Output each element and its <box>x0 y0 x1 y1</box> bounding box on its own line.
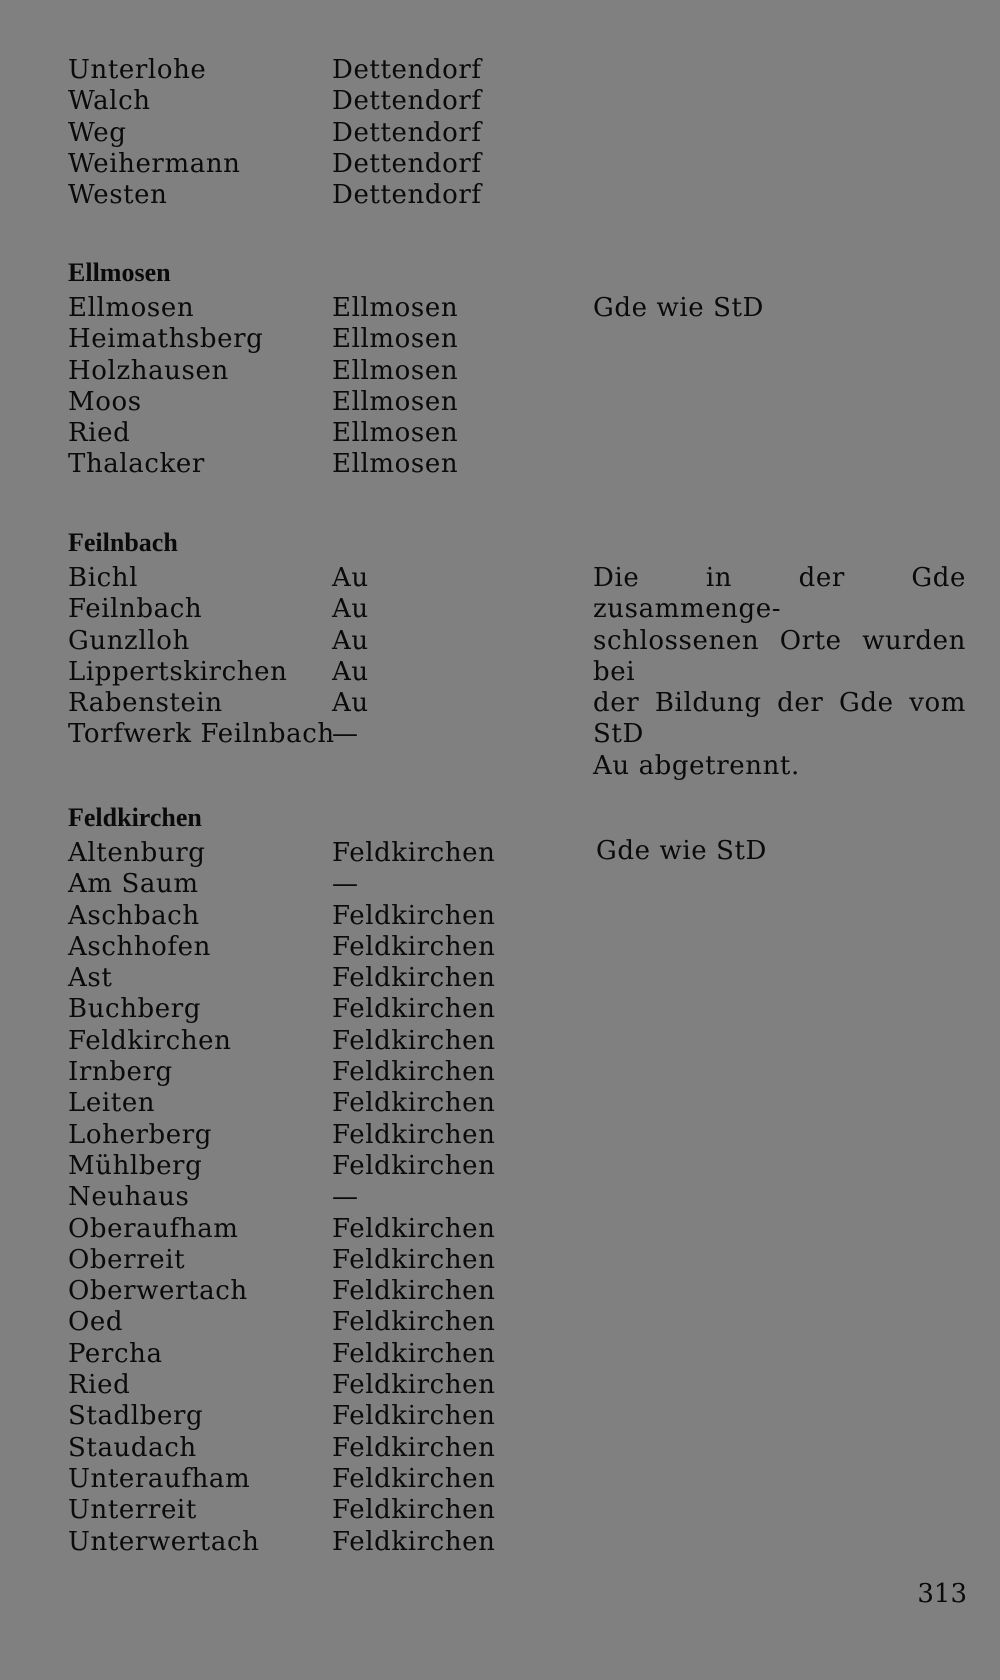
section-heading: Feldkirchen <box>68 803 202 832</box>
std-name: Dettendorf <box>332 55 482 85</box>
table-row <box>68 1088 968 1119</box>
table-row <box>68 1495 968 1526</box>
table-row <box>68 86 968 117</box>
std-name: Au <box>332 656 369 687</box>
section-feldkirchen <box>68 802 968 1558</box>
std-name: Feldkirchen <box>332 1401 496 1432</box>
std-name: Feldkirchen <box>332 1244 496 1275</box>
note-line: der Bildung der Gde vom StD <box>593 688 966 750</box>
place-name: Walch <box>68 86 151 117</box>
place-name: Feilnbach <box>68 594 203 625</box>
place-name: Oberwertach <box>68 1276 248 1307</box>
std-name: Ellmosen <box>332 418 459 449</box>
std-name: Feldkirchen <box>332 1276 496 1307</box>
place-name: Oberaufham <box>68 1213 239 1244</box>
std-name: Au <box>332 563 369 593</box>
place-name: Unterlohe <box>68 55 207 85</box>
table-row <box>68 901 968 932</box>
table-row <box>68 293 968 324</box>
table-row <box>68 418 968 449</box>
table-row <box>68 118 968 149</box>
std-name: Feldkirchen <box>332 1307 496 1338</box>
std-name: Feldkirchen <box>332 1495 496 1526</box>
std-name: Feldkirchen <box>332 1057 496 1088</box>
std-name: — <box>332 1182 359 1213</box>
section-heading: Ellmosen <box>68 258 171 287</box>
place-name: Oberreit <box>68 1244 186 1275</box>
std-name: — <box>332 719 359 750</box>
std-name: Dettendorf <box>332 180 482 211</box>
table-row <box>68 1527 968 1558</box>
place-name: Buchberg <box>68 994 202 1025</box>
table-row <box>68 626 968 657</box>
place-name: Mühlberg <box>68 1150 203 1181</box>
std-name: Ellmosen <box>332 449 459 480</box>
table-row <box>68 594 968 625</box>
std-name: Dettendorf <box>332 86 482 117</box>
std-name: Feldkirchen <box>332 1370 496 1401</box>
section-ellmosen <box>68 257 968 481</box>
table-row <box>68 1401 968 1432</box>
std-name: Feldkirchen <box>332 931 496 962</box>
place-name: Bichl <box>68 563 139 593</box>
table-row <box>68 1120 968 1151</box>
table-row <box>68 838 968 869</box>
place-name: Neuhaus <box>68 1182 190 1213</box>
place-name: Unterreit <box>68 1495 197 1526</box>
table-row <box>68 719 968 750</box>
table-row <box>68 1182 968 1213</box>
table-row <box>68 324 968 355</box>
place-list <box>68 293 968 481</box>
page-number: 313 <box>917 1579 967 1609</box>
section-heading: Feilnbach <box>68 528 178 557</box>
place-name: Unterwertach <box>68 1526 260 1557</box>
table-row <box>68 1151 968 1182</box>
place-name: Oed <box>68 1307 124 1338</box>
place-name: Ried <box>68 1370 131 1401</box>
table-row <box>68 1339 968 1370</box>
place-name: Heimathsberg <box>68 324 264 355</box>
place-name: Rabenstein <box>68 688 223 719</box>
place-name: Unteraufham <box>68 1463 251 1494</box>
section-dettendorf-continued <box>68 55 968 211</box>
section-note: Gde wie StD <box>596 836 767 866</box>
place-name: Percha <box>68 1338 163 1369</box>
note-line: Die in der Gde zusammenge- <box>593 563 966 625</box>
table-row <box>68 963 968 994</box>
std-name: Ellmosen <box>332 355 459 386</box>
std-name: Feldkirchen <box>332 1088 496 1119</box>
table-row <box>68 1433 968 1464</box>
std-name: Feldkirchen <box>332 1119 496 1150</box>
table-row <box>68 387 968 418</box>
place-name: Weg <box>68 117 127 148</box>
std-name: Ellmosen <box>332 386 459 417</box>
std-name: Feldkirchen <box>332 1432 496 1463</box>
table-row <box>68 688 968 719</box>
place-list <box>68 563 968 751</box>
std-name: Ellmosen <box>332 293 459 323</box>
place-name: Westen <box>68 180 168 211</box>
table-row <box>68 869 968 900</box>
section-feilnbach <box>68 527 968 781</box>
std-name: Feldkirchen <box>332 994 496 1025</box>
table-row <box>68 1464 968 1495</box>
table-row <box>68 149 968 180</box>
place-name: Weihermann <box>68 148 241 179</box>
place-name: Loherberg <box>68 1119 212 1150</box>
std-name: Feldkirchen <box>332 1526 496 1557</box>
std-name: Feldkirchen <box>332 1338 496 1369</box>
place-list <box>68 55 968 211</box>
std-name: Feldkirchen <box>332 1463 496 1494</box>
table-row <box>68 1370 968 1401</box>
table-row <box>68 55 968 86</box>
table-row <box>68 932 968 963</box>
place-name: Holzhausen <box>68 355 229 386</box>
place-name: Torfwerk Feilnbach <box>68 719 335 750</box>
std-name: Feldkirchen <box>332 963 496 994</box>
std-name: Au <box>332 688 369 719</box>
std-name: Feldkirchen <box>332 1150 496 1181</box>
note-line: Au abgetrennt. <box>593 750 800 781</box>
table-row <box>68 1214 968 1245</box>
note-line: schlossenen Orte wurden bei <box>593 625 966 687</box>
std-name: Dettendorf <box>332 117 482 148</box>
place-name: Irnberg <box>68 1057 173 1088</box>
place-name: Stadlberg <box>68 1401 204 1432</box>
std-name: Au <box>332 594 369 625</box>
table-row <box>68 657 968 688</box>
place-name: Ast <box>68 963 113 994</box>
table-row <box>68 449 968 480</box>
section-note: Gde wie StD <box>593 293 764 323</box>
table-row <box>68 994 968 1025</box>
place-name: Aschbach <box>68 900 200 931</box>
place-name: Ried <box>68 418 131 449</box>
std-name: Feldkirchen <box>332 900 496 931</box>
table-row <box>68 563 968 594</box>
place-name: Feldkirchen <box>68 1025 232 1056</box>
std-name: Dettendorf <box>332 148 482 179</box>
table-row <box>68 1276 968 1307</box>
table-row <box>68 180 968 211</box>
place-name: Aschhofen <box>68 931 211 962</box>
place-list <box>68 838 968 1558</box>
std-name: Ellmosen <box>332 324 459 355</box>
place-name: Staudach <box>68 1432 197 1463</box>
place-name: Thalacker <box>68 449 205 480</box>
place-name: Moos <box>68 386 142 417</box>
std-name: Feldkirchen <box>332 838 496 868</box>
place-name: Gunzlloh <box>68 625 190 656</box>
std-name: — <box>332 869 359 900</box>
std-name: Feldkirchen <box>332 1213 496 1244</box>
place-name: Am Saum <box>68 869 199 900</box>
std-name: Au <box>332 625 369 656</box>
table-row <box>68 1307 968 1338</box>
place-name: Leiten <box>68 1088 156 1119</box>
place-name: Lippertskirchen <box>68 656 288 687</box>
table-row <box>68 1057 968 1088</box>
place-name: Altenburg <box>68 838 206 868</box>
table-row <box>68 1026 968 1057</box>
table-row <box>68 1245 968 1276</box>
place-name: Ellmosen <box>68 293 195 323</box>
table-row <box>68 356 968 387</box>
std-name: Feldkirchen <box>332 1025 496 1056</box>
